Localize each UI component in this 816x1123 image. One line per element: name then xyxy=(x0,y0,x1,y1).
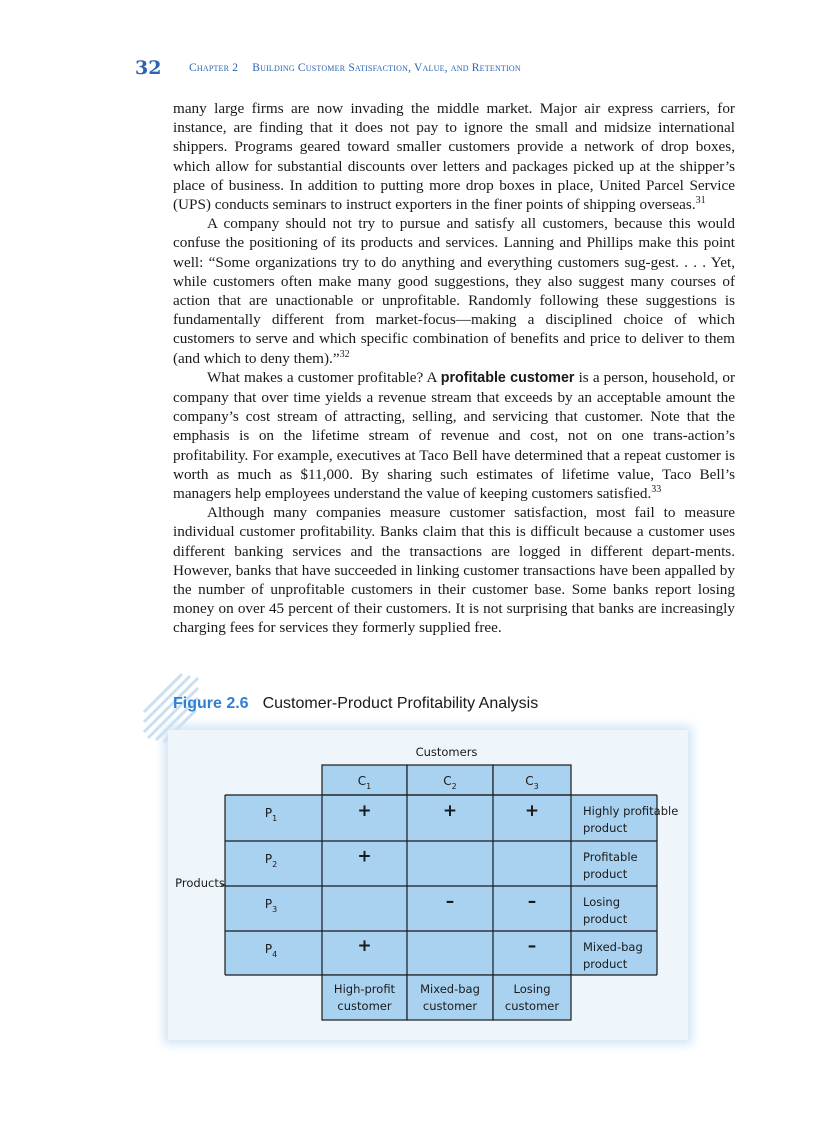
row-outcome-label: Highly profitable xyxy=(583,804,679,818)
paragraph-2-text: A company should not try to pursue and satisfy all customers, because this would confuse the positioning of its products and services. Lanning and Phillips make this point well: “Some organizations try to do anything and everything customers sug-gest. . . . Yet, while customers often make many good suggestions, they also suggest many courses of action that are unactionable or unprofitable. Randomly following these suggestions is fundamentally different from market-focus—making a disciplined choice of which customers to serve and which specific combination of benefits and price to deliver to them (and which to deny them).” xyxy=(173,215,735,367)
column-header-label: $C_1$ xyxy=(357,774,372,791)
paragraph-2 xyxy=(173,214,735,368)
chapter-title: Building Customer Satisfaction, Value, and Retention xyxy=(252,62,521,74)
row-outcome-label: Losing xyxy=(583,895,621,909)
matrix-cell-mark: + xyxy=(524,801,540,821)
column-footer-label: Mixed-bag xyxy=(420,982,480,996)
running-head xyxy=(189,62,521,74)
endnote-32: 32 xyxy=(339,348,350,360)
products-heading: Products xyxy=(175,876,225,890)
customers-heading: Customers xyxy=(415,745,478,759)
endnote-33: 33 xyxy=(651,484,662,495)
paragraph-1-text: many large firms are now invading the middle market. Major air express carriers, for instance, are finding that it does not pay to ignore the small and midsize international shippers. Programs geared toward smaller customers provide a network of drop boxes, which allow for substantial discounts over letters and packages picked up at the shipper’s place of business. In addition to putting more drop boxes in place, United Parcel Service (UPS) conducts seminars to instruct exporters in the finer points of shipping overseas. xyxy=(173,100,735,214)
figure-panel xyxy=(168,730,688,1040)
row-outcome-label: product xyxy=(583,957,628,971)
column-header-label: $C_2$ xyxy=(443,774,457,791)
row-header-label: $P_1$ xyxy=(264,806,278,823)
key-term: profitable customer xyxy=(440,369,575,386)
page-header xyxy=(135,57,755,81)
matrix-cell-mark: + xyxy=(357,846,372,867)
matrix-cell-mark: + xyxy=(357,801,372,821)
column-footer-label: customer xyxy=(504,999,560,1013)
row-outcome-label: product xyxy=(583,821,628,835)
paragraph-3 xyxy=(173,368,735,503)
row-header-label: $P_3$ xyxy=(264,897,278,914)
row-outcome-label: product xyxy=(583,867,628,881)
column-header-label: $C_3$ xyxy=(525,774,539,791)
matrix-cell-mark: – xyxy=(527,936,537,956)
column-footer-label: High-profit xyxy=(333,982,396,996)
row-outcome-label: Profitable xyxy=(583,850,638,864)
chapter-label: Chapter 2 xyxy=(189,62,239,74)
paragraph-4-text: Although many companies measure customer satisfaction, most fail to measure individual customer profitability. Banks claim that this is difficult because a customer uses different banking services and the transactions are logged in different depart-ments. However, banks that have succeeded in linking customer transactions have been appalled by the number of unprofitable customers in their customer base. Some banks report losing money on over 45 percent of their customers. It is not surprising that banks are increasingly charging fees for services they formerly supplied free. xyxy=(173,504,735,637)
figure-title xyxy=(173,695,538,713)
paragraph-1 xyxy=(173,99,735,214)
paragraph-3-text-b: is a person, household, or company that over time yields a revenue stream that exceeds by an acceptable amount the company’s cost stream of attracting, selling, and servicing that customer. Note that the emphasis is on the lifetime stream of revenue and cost, not on one trans-action’s profitability. For example, executives at Taco Bell have determined that a repeat customer is worth as much as $11,000. By sharing such estimates of lifetime value, Taco Bell’s managers help employees understand the value of keeping customers satisfied. xyxy=(173,368,736,503)
row-outcome-label: product xyxy=(583,912,628,926)
row-header-label: $P_2$ xyxy=(264,852,278,869)
paragraph-4 xyxy=(173,503,735,637)
paragraph-3-text-a: What makes a customer profitable? A xyxy=(207,368,441,386)
body-text xyxy=(173,99,735,638)
column-footer-label: Losing xyxy=(513,982,551,996)
matrix-cell-mark: + xyxy=(442,801,458,821)
page-number: 32 xyxy=(135,57,162,79)
figure-label: Figure 2.6 xyxy=(173,695,249,712)
matrix-cell-mark: – xyxy=(445,891,455,912)
column-footer-label: customer xyxy=(337,999,392,1013)
column-footer-label: customer xyxy=(422,999,478,1013)
matrix-cell-mark: + xyxy=(357,936,372,956)
endnote-31: 31 xyxy=(695,194,706,206)
row-header-label: $P_4$ xyxy=(264,942,278,959)
row-outcome-label: Mixed-bag xyxy=(583,940,643,954)
figure-caption: Customer-Product Profitability Analysis xyxy=(262,695,539,712)
matrix-cell-mark: – xyxy=(527,891,537,912)
profitability-matrix xyxy=(168,730,688,1040)
